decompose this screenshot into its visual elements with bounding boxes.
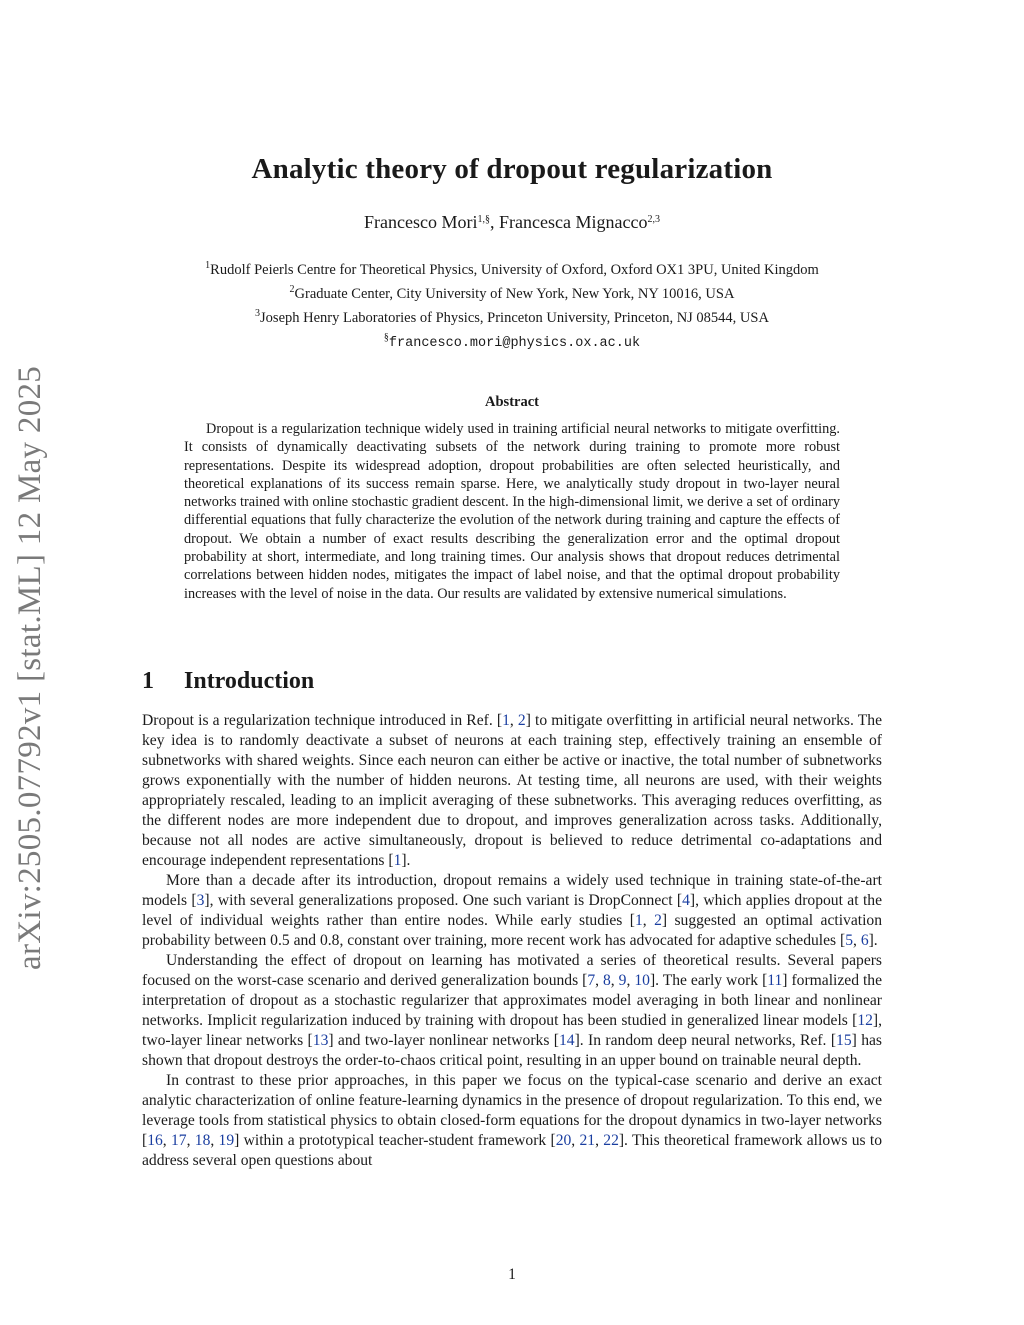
citation-link[interactable]: 1 bbox=[393, 852, 402, 869]
citation-link[interactable]: 9 bbox=[618, 972, 627, 989]
author-separator: , bbox=[490, 212, 500, 232]
author-affiliation-mark: 2,3 bbox=[647, 214, 660, 225]
text-run: ] to mitigate overfitting in artificial neural networks. The key idea is to randomly deactivate a subset of neurons at each training step, effectively training an ensemble of subnetworks with shared weights. Since each neuron can either be active or inactive, the total number of subnetworks grows exponentially with the number of hidden neurons. At testing time, all neurons are used, with their weights appropriately rescaled, leading to an implicit averaging of these subnetworks. This averaging reduces overfitting, as the different nodes are more independent due to dropout, and improves generalization across tasks. Additionally, because not all nodes are active simultaneously, dropout is believed to reduce detrimental co-adaptations and encourage independent representations [ bbox=[142, 712, 883, 869]
abstract-heading: Abstract bbox=[485, 394, 539, 410]
text-run: ], with several generalizations proposed. One such variant is DropConnect [ bbox=[204, 892, 683, 909]
text-run: ]. This theoretical framework allows us to address several open questions about bbox=[142, 1132, 883, 1169]
text-run: ]. In random deep neural networks, Ref. [ bbox=[574, 1032, 837, 1049]
citation-link[interactable]: 8 bbox=[603, 972, 611, 989]
affiliation-mark: 3 bbox=[255, 308, 261, 319]
citation-link[interactable]: 17 bbox=[170, 1132, 187, 1149]
citation-link[interactable]: 2 bbox=[654, 912, 662, 929]
citation-link[interactable]: 19 bbox=[218, 1132, 235, 1149]
affiliation-line bbox=[0, 310, 1024, 327]
paper-title: Analytic theory of dropout regularization bbox=[251, 153, 773, 185]
citation-link[interactable]: 2 bbox=[517, 712, 526, 729]
affiliation-text: Rudolf Peierls Centre for Theoretical Physics, University of Oxford, Oxford OX1 3PU, United Kingdom bbox=[210, 262, 819, 278]
affiliation-text: Joseph Henry Laboratories of Physics, Princeton University, Princeton, NJ 08544, USA bbox=[260, 310, 769, 326]
section-title: Introduction bbox=[184, 668, 315, 694]
citation-link[interactable]: 20 bbox=[555, 1132, 572, 1149]
page-number: 1 bbox=[508, 1266, 516, 1283]
author-affiliation-mark: 1,§ bbox=[477, 214, 491, 225]
text-run: , bbox=[595, 972, 603, 989]
paragraph bbox=[142, 1071, 882, 1171]
text-run: , bbox=[595, 1132, 604, 1149]
citation-link[interactable]: 11 bbox=[767, 972, 783, 989]
text-run: ], two-layer linear networks [ bbox=[142, 1012, 882, 1049]
citation-link[interactable]: 10 bbox=[634, 972, 650, 989]
abstract-body: Dropout is a regularization technique widely used in training artificial neural networks to mitigate overfitting. It consists of dynamically deactivating subsets of the network during training to promote more robust representations. Despite its widespread adoption, dropout probabilities are often selected heuristically, and theoretical explanations of its success remain sparse. Here, we analytically study dropout in two-layer neural networks trained with online stochastic gradient descent. In the high-dimensional limit, we derive a set of ordinary differential equations that fully characterize the evolution of the network during training and capture the effects of dropout. We obtain a number of exact results describing the generalization error and the optimal dropout probability at short, intermediate, and long training times. Our analysis shows that dropout reduces detrimental correlations between hidden nodes, mitigates the impact of label noise, and that the optimal dropout probability increases with the level of noise in the data. Our results are validated by extensive numerical simulations. bbox=[184, 421, 840, 602]
text-run: , bbox=[186, 1132, 195, 1149]
citation-link[interactable]: 16 bbox=[147, 1132, 163, 1149]
email-mark: § bbox=[383, 332, 389, 343]
paragraph bbox=[142, 711, 882, 871]
text-run: ]. bbox=[868, 932, 878, 949]
citation-link[interactable]: 1 bbox=[502, 712, 510, 729]
affiliation-line bbox=[0, 262, 1024, 279]
text-run: More than a decade after its introduction, dropout remains a widely used technique in training state-of-the-art models [ bbox=[142, 872, 882, 909]
text-run: , bbox=[509, 712, 518, 729]
text-run: In contrast to these prior approaches, in this paper we focus on the typical-case scenario and derive an exact analytic characterization of online feature-learning dynamics in the presence of dropout regularization. To this end, we leverage tools from statistical physics to obtain closed-form equations for the dropout dynamics in two-layer networks [ bbox=[142, 1072, 882, 1149]
text-run: , bbox=[210, 1132, 219, 1149]
section-number: 1 bbox=[142, 668, 154, 694]
section-heading bbox=[142, 668, 314, 695]
text-run: , bbox=[626, 972, 635, 989]
affiliation-text: Graduate Center, City University of New York, New York, NY 10016, USA bbox=[294, 286, 735, 302]
citation-link[interactable]: 5 bbox=[845, 932, 854, 949]
text-run: , bbox=[610, 972, 619, 989]
citation-link[interactable]: 12 bbox=[857, 1012, 873, 1029]
text-run: , bbox=[571, 1132, 580, 1149]
text-run: , bbox=[853, 932, 861, 949]
citation-link[interactable]: 6 bbox=[860, 932, 869, 949]
text-run: ] suggested an optimal activation probability between 0.5 and 0.8, constant over training, more recent work has advocated for adaptive schedules [ bbox=[142, 912, 883, 949]
text-run: , bbox=[642, 912, 655, 929]
text-run: , bbox=[162, 1132, 171, 1149]
citation-link[interactable]: 22 bbox=[603, 1132, 619, 1149]
introduction-body bbox=[142, 711, 882, 1171]
affiliation-mark: 2 bbox=[289, 284, 295, 295]
text-run: ]. bbox=[401, 852, 411, 869]
text-run: ] has shown that dropout destroys the order-to-chaos critical point, resulting in an upper bound on trainable neural depth. bbox=[142, 1032, 883, 1069]
author-name: Francesca Mignacco bbox=[499, 212, 648, 232]
paragraph bbox=[142, 951, 882, 1071]
email-line bbox=[0, 334, 1024, 351]
citation-link[interactable]: 13 bbox=[312, 1032, 329, 1049]
text-run: Dropout is a regularization technique introduced in Ref. [ bbox=[142, 712, 503, 729]
citation-link[interactable]: 14 bbox=[558, 1032, 575, 1049]
text-run: ], which applies dropout at the level of individual weights rather than entire nodes. While early studies [ bbox=[142, 892, 882, 929]
text-run: Understanding the effect of dropout on learning has motivated a series of theoretical results. Several papers focused on the worst-case scenario and derived generalization bounds [ bbox=[142, 952, 882, 989]
citation-link[interactable]: 4 bbox=[682, 892, 690, 909]
text-run: ] within a prototypical teacher-student framework [ bbox=[234, 1132, 556, 1149]
citation-link[interactable]: 3 bbox=[196, 892, 205, 909]
citation-link[interactable]: 15 bbox=[836, 1032, 852, 1049]
author-list bbox=[0, 212, 1024, 233]
affiliation-mark: 1 bbox=[205, 260, 211, 271]
arxiv-identifier-stamp: arXiv:2505.07792v1 [stat.ML] 12 May 2025 bbox=[12, 365, 48, 970]
citation-link[interactable]: 21 bbox=[579, 1132, 596, 1149]
text-run: ]. The early work [ bbox=[649, 972, 768, 989]
text-run: ] formalized the interpretation of dropout as a stochastic regularizer that approximates model averaging in both linear and nonlinear networks. Implicit regularization induced by training with dropout has been studied in generalized linear models [ bbox=[142, 972, 883, 1029]
paragraph bbox=[142, 871, 882, 951]
text-run: ] and two-layer nonlinear networks [ bbox=[328, 1032, 559, 1049]
citation-link[interactable]: 7 bbox=[587, 972, 596, 989]
citation-link[interactable]: 1 bbox=[634, 912, 643, 929]
citation-link[interactable]: 18 bbox=[194, 1132, 211, 1149]
affiliation-line bbox=[0, 286, 1024, 303]
email-address[interactable]: francesco.mori@physics.ox.ac.uk bbox=[388, 336, 641, 351]
author-name: Francesco Mori bbox=[364, 212, 478, 232]
